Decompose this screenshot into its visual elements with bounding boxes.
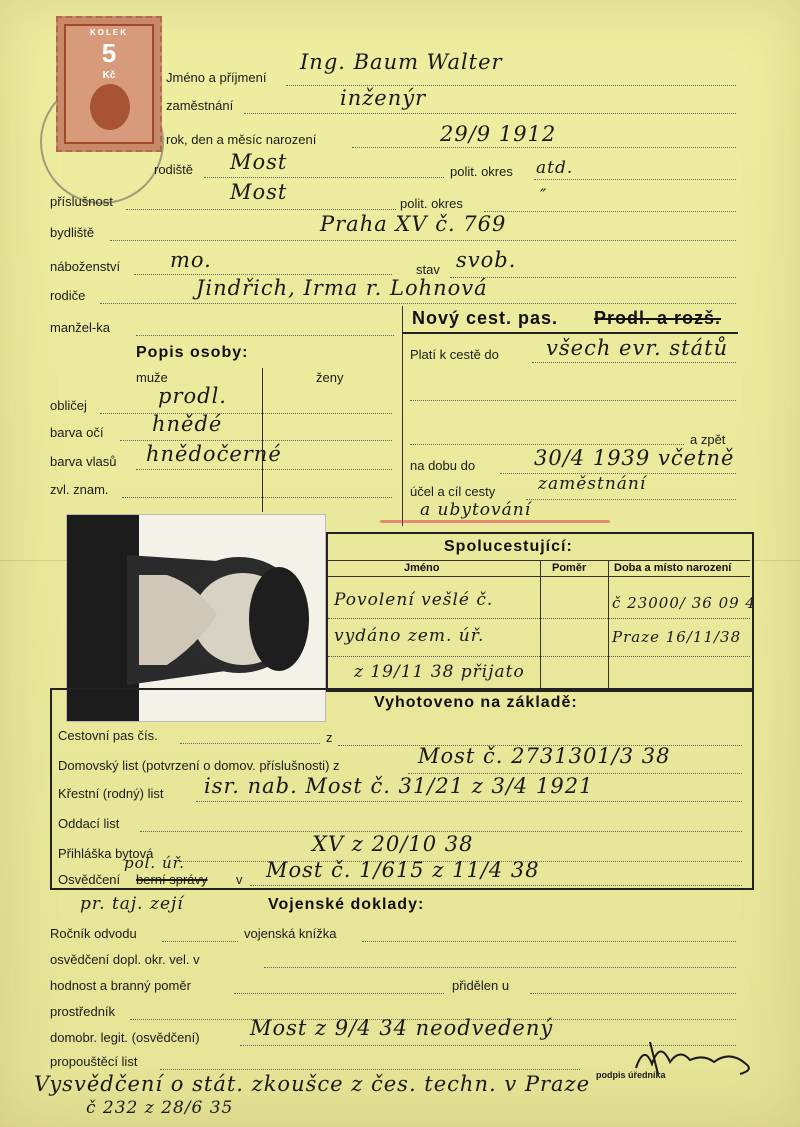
purpose-value-2: a ubytování [420, 500, 532, 520]
parents-label: rodiče [50, 288, 86, 303]
baptism-line [196, 801, 742, 802]
passport-heading: Nový cest. pas. [412, 308, 559, 328]
eyes-label: barva očí [50, 425, 104, 440]
marks-line [122, 497, 392, 498]
purpose-label: účel a cíl cesty [410, 484, 496, 499]
companion-row2-birth: Praze 16/11/38 [612, 628, 742, 646]
religion-label: náboženství [50, 259, 121, 274]
companions-heading: Spolucestující: [444, 538, 573, 555]
passport-heading-struck: Prodl. a rozš. [594, 308, 722, 328]
citizenship-label: příslušnost [50, 194, 113, 209]
czech-lion-icon [90, 84, 130, 130]
status-label: stav [416, 262, 440, 277]
basis-heading: Vyhotoveno na základě: [374, 694, 578, 711]
rank-line [234, 993, 444, 994]
tax-cert-overwrite: pol. úř. [124, 854, 185, 872]
revenue-stamp [56, 16, 162, 152]
name-value: Ing. Baum Walter [300, 50, 503, 74]
companions-divider-2 [608, 560, 609, 688]
parents-line [100, 303, 736, 304]
companions-col-birth: Doba a místo narození [614, 562, 732, 574]
baptism-value: isr. nab. Most č. 31/21 z 3/4 1921 [204, 774, 594, 798]
stamp-value: 5 [101, 38, 117, 68]
citizenship-value: Most [230, 180, 288, 204]
birth-date-line [352, 147, 736, 148]
military-book-label: vojenská knížka [244, 926, 337, 941]
companions-row-line-1 [328, 618, 750, 619]
bottom-note-1: Vysvědčení o stát. zkoušce z čes. techn. v Praze [34, 1072, 591, 1096]
stamp-currency: Kč [102, 70, 116, 81]
official-signature-icon [630, 1034, 760, 1080]
draft-year-line [162, 941, 238, 942]
rank-label: hodnost a branný poměr [50, 978, 191, 993]
residence-reg-label: Přihláška bytová [58, 846, 154, 861]
birth-date-value: 29/9 1912 [440, 122, 557, 146]
status-value: svob. [456, 248, 517, 272]
intermediary-label: prostředník [50, 1004, 116, 1019]
assigned-label: přidělen u [452, 978, 510, 993]
draft-year-label: Ročník odvodu [50, 926, 137, 941]
stamp-frame [64, 24, 154, 144]
valid-label: Platí k cestě do [410, 347, 499, 362]
tax-cert-label-struck: berní správy [136, 872, 208, 887]
birth-date-label: rok, den a měsíc narození [166, 132, 317, 147]
passport-no-from-label: z [326, 730, 333, 745]
passport-heading-underline [402, 332, 738, 334]
legion-label: domobr. legit. (osvědčení) [50, 1030, 200, 1045]
status-line [450, 277, 736, 278]
legion-value: Most z 9/4 34 neodvedený [250, 1016, 554, 1040]
companion-row2-name: vydáno zem. úř. [334, 626, 485, 646]
citizenship-district-value: ″ [540, 186, 548, 206]
purpose-line [526, 499, 736, 500]
return-label: a zpět [690, 432, 726, 447]
birth-district-line [534, 179, 736, 180]
eyes-value: hnědé [152, 412, 223, 436]
hair-label: barva vlasů [50, 454, 117, 469]
companion-row1-birth: č 23000/ 36 09 4 [612, 594, 756, 612]
discharge-label: propouštěcí list [50, 1054, 138, 1069]
hair-value: hnědočerné [146, 442, 282, 466]
passport-no-line [180, 743, 320, 744]
residence-reg-value: XV z 20/10 38 [312, 832, 474, 856]
citizenship-district-line [484, 211, 736, 212]
passport-section-left-border [402, 306, 403, 526]
birth-district-value: atd. [536, 158, 574, 178]
face-value: prodl. [158, 384, 227, 408]
occupation-label: zaměstnání [166, 98, 234, 113]
tax-cert-label: Osvědčení [58, 872, 121, 887]
red-pencil-mark [380, 520, 610, 523]
district-cert-line [264, 967, 736, 968]
companions-divider-1 [540, 560, 541, 688]
spouse-label: manžel-ka [50, 320, 110, 335]
religion-line [134, 274, 392, 275]
companions-col-relation: Poměr [552, 562, 587, 574]
discharge-line [160, 1069, 580, 1070]
bottom-note-2: č 232 z 28/6 35 [86, 1098, 234, 1118]
citizenship-line [126, 209, 396, 210]
tax-cert-value: Most č. 1/615 z 11/4 38 [266, 858, 540, 882]
religion-value: mo. [170, 248, 212, 272]
valid-line [532, 362, 736, 363]
military-heading: Vojenské doklady: [268, 896, 425, 913]
military-book-line [362, 941, 736, 942]
description-col-women: ženy [316, 370, 344, 385]
period-value: 30/4 1939 včetně [534, 446, 735, 470]
purpose-value: zaměstnání [538, 474, 647, 494]
companions-col-name: Jméno [404, 562, 440, 574]
signature-label: podpis úředníka [596, 1070, 666, 1080]
face-label: obličej [50, 398, 87, 413]
military-note: pr. taj. zejí [80, 894, 184, 914]
marks-label: zvl. znam. [50, 482, 109, 497]
eyes-line [120, 440, 392, 441]
birthplace-line [204, 177, 444, 178]
district-cert-label: osvědčení dopl. okr. vel. v [50, 952, 200, 967]
stamp-top-text: KOLEK [90, 28, 128, 37]
birthplace-value: Most [230, 150, 288, 174]
residence-line [110, 240, 736, 241]
companion-row3-name: z 19/11 38 přijato [354, 662, 525, 682]
passport-no-label: Cestovní pas čís. [58, 728, 158, 743]
companions-row-line-2 [328, 656, 750, 657]
occupation-line [244, 113, 736, 114]
spouse-line [136, 335, 394, 336]
description-col-men: muže [136, 370, 168, 385]
citizenship-district-label: polit. okres [400, 196, 463, 211]
baptism-label: Křestní (rodný) list [58, 786, 164, 801]
valid-line-3 [410, 444, 684, 445]
home-cert-label: Domovský list (potvrzení o domov. příslušnosti) z [58, 758, 340, 773]
companions-header-bottom [328, 576, 750, 577]
residence-label: bydliště [50, 225, 95, 240]
companions-header-top [328, 560, 750, 561]
valid-value: všech evr. států [546, 336, 729, 360]
assigned-line [530, 993, 736, 994]
valid-line-2 [410, 400, 736, 401]
residence-value: Praha XV č. 769 [320, 212, 507, 236]
parents-value: Jindřich, Irma r. Lohnová [196, 276, 488, 300]
companion-row1-name: Povolení vešlé č. [334, 590, 494, 610]
home-cert-value: Most č. 2731301/3 38 [418, 744, 671, 768]
tax-cert-line [250, 885, 742, 886]
occupation-value: inženýr [340, 86, 427, 110]
description-heading: Popis osoby: [136, 344, 249, 361]
birth-district-label: polit. okres [450, 164, 513, 179]
hair-line [136, 469, 392, 470]
birthplace-label: rodiště [154, 162, 194, 177]
period-label: na dobu do [410, 458, 476, 473]
marriage-label: Oddací list [58, 816, 120, 831]
name-label: Jméno a příjmení [166, 70, 267, 85]
face-line [100, 413, 392, 414]
tax-cert-label-end: v [236, 872, 243, 887]
